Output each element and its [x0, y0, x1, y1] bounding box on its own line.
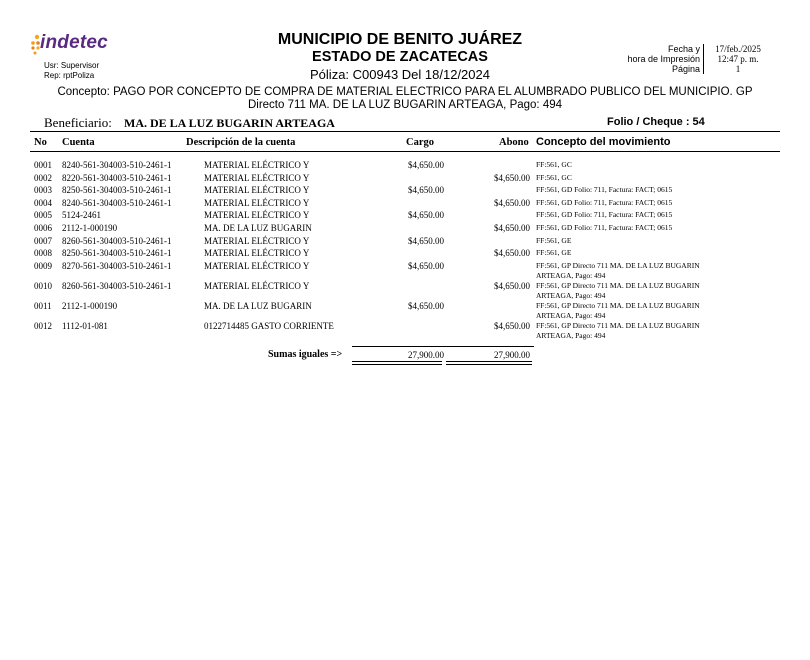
row-descripcion: MATERIAL ELÉCTRICO Y: [204, 210, 310, 220]
row-cargo: $4,650.00: [408, 301, 444, 311]
user-label: Usr: Supervisor: [44, 61, 100, 70]
beneficiario-label: Beneficiario:: [44, 115, 112, 130]
row-descripcion: MATERIAL ELÉCTRICO Y: [204, 160, 310, 170]
estado-title: ESTADO DE ZACATECAS: [312, 49, 488, 65]
row-descripcion: MATERIAL ELÉCTRICO Y: [204, 236, 310, 246]
pagina-value: 1: [735, 64, 741, 74]
col-descripcion: Descripción de la cuenta: [186, 137, 296, 148]
row-cuenta: 8250-561-304003-510-2461-1: [62, 185, 172, 195]
municipio-title: MUNICIPIO DE BENITO JUÁREZ: [277, 31, 523, 48]
row-no: 0007: [34, 236, 52, 246]
row-concepto-line-2: ARTEAGA, Pago: 494: [536, 311, 606, 320]
col-no: No: [34, 137, 47, 148]
print-meta-values: [708, 44, 768, 74]
row-concepto-line-1: FF:561, GP Directo 711 MA. DE LA LUZ BUGARIN: [536, 281, 700, 290]
row-cuenta: 1112-01-081: [62, 321, 108, 331]
column-rule: [30, 151, 780, 152]
row-cuenta: 8270-561-304003-510-2461-1: [62, 261, 172, 271]
row-concepto: [536, 301, 716, 321]
row-concepto: [536, 248, 716, 258]
row-abono: $4,650.00: [494, 248, 530, 258]
row-concepto-line-2: ARTEAGA, Pago: 494: [536, 271, 606, 280]
row-cargo: $4,650.00: [408, 261, 444, 271]
col-abono: Abono: [499, 137, 529, 148]
row-cargo: $4,650.00: [408, 160, 444, 170]
folio-cheque: Folio / Cheque : 54: [607, 116, 705, 128]
row-descripcion: MATERIAL ELÉCTRICO Y: [204, 173, 310, 183]
row-cargo: $4,650.00: [408, 185, 444, 195]
row-concepto-line-1: FF:561, GP Directo 711 MA. DE LA LUZ BUGARIN: [536, 301, 700, 310]
meta-divider: [703, 44, 704, 74]
row-cuenta: 8240-561-304003-510-2461-1: [62, 198, 172, 208]
row-concepto: [536, 198, 716, 208]
row-no: 0011: [34, 301, 52, 311]
row-no: 0012: [34, 321, 52, 331]
fecha-label: Fecha y: [667, 44, 700, 54]
row-abono: $4,650.00: [494, 223, 530, 233]
row-no: 0008: [34, 248, 52, 258]
total-cargo: 27,900.00: [408, 350, 444, 360]
row-no: 0003: [34, 185, 52, 195]
row-cuenta: 8220-561-304003-510-2461-1: [62, 173, 172, 183]
row-concepto: [536, 261, 716, 281]
row-descripcion: MA. DE LA LUZ BUGARIN: [204, 301, 312, 311]
row-no: 0006: [34, 223, 52, 233]
row-concepto-line-1: FF:561, GD Folio: 711, Factura: FACT; 0615: [536, 185, 673, 194]
row-no: 0004: [34, 198, 52, 208]
row-abono: $4,650.00: [494, 173, 530, 183]
row-abono: $4,650.00: [494, 321, 530, 331]
row-concepto-line-2: ARTEAGA, Pago: 494: [536, 291, 606, 300]
row-no: 0009: [34, 261, 52, 271]
row-concepto: [536, 321, 716, 341]
hora-value: 12:47 p. m.: [717, 54, 759, 64]
row-cuenta: 8260-561-304003-510-2461-1: [62, 236, 172, 246]
logo-text: indetec: [40, 32, 108, 53]
row-no: 0001: [34, 160, 52, 170]
row-abono: $4,650.00: [494, 281, 530, 291]
fecha-value: 17/feb./2025: [715, 44, 761, 54]
row-cuenta: 8260-561-304003-510-2461-1: [62, 281, 172, 291]
row-concepto: [536, 281, 716, 301]
row-concepto: [536, 173, 716, 183]
poliza-line: Póliza: C00943 Del 18/12/2024: [310, 67, 490, 82]
row-cargo: $4,650.00: [408, 236, 444, 246]
row-descripcion: MATERIAL ELÉCTRICO Y: [204, 261, 310, 271]
row-concepto-line-1: FF:561, GE: [536, 236, 572, 245]
total-cargo-double-rule: [352, 361, 442, 365]
row-concepto: [536, 223, 716, 233]
concepto-line-2: Directo 711 MA. DE LA LUZ BUGARIN ARTEAGA, Pago: 494: [247, 99, 563, 111]
row-abono: $4,650.00: [494, 198, 530, 208]
row-no: 0005: [34, 210, 52, 220]
total-abono-double-rule: [446, 361, 532, 365]
row-cuenta: 8250-561-304003-510-2461-1: [62, 248, 172, 258]
row-descripcion: 0122714485 GASTO CORRIENTE: [204, 321, 334, 331]
report-label: Rep: rptPoliza: [44, 71, 95, 80]
row-concepto-line-1: FF:561, GD Folio: 711, Factura: FACT; 0615: [536, 223, 673, 232]
row-concepto-line-1: FF:561, GE: [536, 248, 572, 257]
beneficiario-value: MA. DE LA LUZ BUGARIN ARTEAGA: [124, 116, 335, 130]
row-concepto: [536, 236, 716, 246]
pagina-label: Página: [671, 64, 700, 74]
indetec-logo: [30, 30, 130, 60]
row-concepto-line-1: FF:561, GC: [536, 173, 572, 182]
row-concepto-line-1: FF:561, GD Folio: 711, Factura: FACT; 0615: [536, 210, 673, 219]
header-rule: [30, 131, 780, 132]
row-descripcion: MA. DE LA LUZ BUGARIN: [204, 223, 312, 233]
col-concepto: Concepto del movimiento: [536, 136, 671, 148]
totals-top-rule: [352, 346, 534, 347]
row-concepto: [536, 185, 716, 195]
row-concepto: [536, 160, 716, 170]
row-cuenta: 8240-561-304003-510-2461-1: [62, 160, 172, 170]
col-cargo: Cargo: [406, 137, 434, 148]
row-descripcion: MATERIAL ELÉCTRICO Y: [204, 185, 310, 195]
concepto-line-1: Concepto: PAGO POR CONCEPTO DE COMPRA DE MATERIAL ELECTRICO PARA EL ALUMBRADO PUBLICO DEL MUNICIPIO. GP: [57, 86, 753, 98]
col-cuenta: Cuenta: [62, 137, 95, 148]
row-concepto: [536, 210, 716, 220]
row-concepto-line-1: FF:561, GP Directo 711 MA. DE LA LUZ BUGARIN: [536, 261, 700, 270]
row-descripcion: MATERIAL ELÉCTRICO Y: [204, 248, 310, 258]
hora-label: hora de Impresión: [627, 54, 700, 64]
print-meta-labels: [600, 44, 700, 74]
row-no: 0010: [34, 281, 52, 291]
row-cargo: $4,650.00: [408, 210, 444, 220]
row-cuenta: 5124-2461: [62, 210, 101, 220]
row-descripcion: MATERIAL ELÉCTRICO Y: [204, 198, 310, 208]
sumas-iguales-label: Sumas iguales =>: [268, 349, 343, 360]
row-descripcion: MATERIAL ELÉCTRICO Y: [204, 281, 310, 291]
row-cuenta: 2112-1-000190: [62, 223, 118, 233]
row-cuenta: 2112-1-000190: [62, 301, 118, 311]
row-concepto-line-1: FF:561, GP Directo 711 MA. DE LA LUZ BUGARIN: [536, 321, 700, 330]
total-abono: 27,900.00: [494, 350, 530, 360]
row-no: 0002: [34, 173, 52, 183]
row-concepto-line-1: FF:561, GD Folio: 711, Factura: FACT; 0615: [536, 198, 673, 207]
row-concepto-line-1: FF:561, GC: [536, 160, 572, 169]
row-concepto-line-2: ARTEAGA, Pago: 494: [536, 331, 606, 340]
